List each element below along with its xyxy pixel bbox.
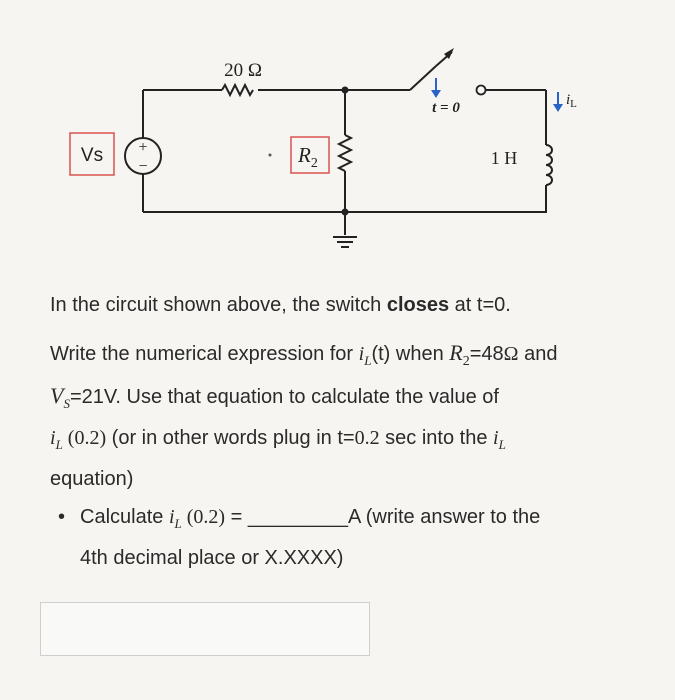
node-top [342, 87, 349, 94]
switch-motion-arrowhead [431, 90, 441, 98]
switch-contact [477, 86, 486, 95]
problem-intro: In the circuit shown above, the switch closes at t=0. [50, 294, 511, 316]
r2-resistor [339, 135, 351, 171]
circuit-diagram [0, 0, 675, 280]
wire-right-lower [345, 185, 546, 212]
stray-dot [269, 154, 272, 157]
problem-text [50, 288, 660, 496]
r1-label: 20 Ω [224, 60, 262, 81]
current-arrowhead [553, 104, 563, 112]
r2-label: $R_2$ [298, 143, 318, 171]
problem-instructions: Write the numerical expression for $i_L(t)$ when $R_2=48\Omega$ and $V_S=21V$. Use that equation to calculate the value of $i_L$ (0.2) (or in other words plug in t=0.2 sec into the $i_L$ equation) [50, 340, 558, 490]
closes-emphasis: closes [386, 294, 450, 316]
switch-time-label: t = 0 [432, 100, 460, 116]
answer-blank: _________ [247, 506, 348, 528]
inductor-coil [546, 145, 552, 185]
switch-blade [410, 66, 436, 90]
question-bullet: • Calculate $i_L$ (0.2) = _________A (write answer to the 4th decimal place or X.XXXX) [58, 500, 658, 575]
vs-label: Vs [80, 145, 104, 166]
node-bottom [342, 209, 349, 216]
bullet-continuation: 4th decimal place or X.XXXX) [80, 547, 344, 569]
source-plus: + [138, 139, 148, 156]
inductor-label: 1 H [490, 148, 518, 168]
ground-symbol [333, 237, 357, 247]
answer-input[interactable] [40, 602, 370, 656]
source-minus: − [138, 158, 148, 175]
current-label: $i_L$ [566, 92, 577, 110]
bullet-dot: • [58, 506, 66, 528]
r1-resistor [222, 85, 253, 95]
